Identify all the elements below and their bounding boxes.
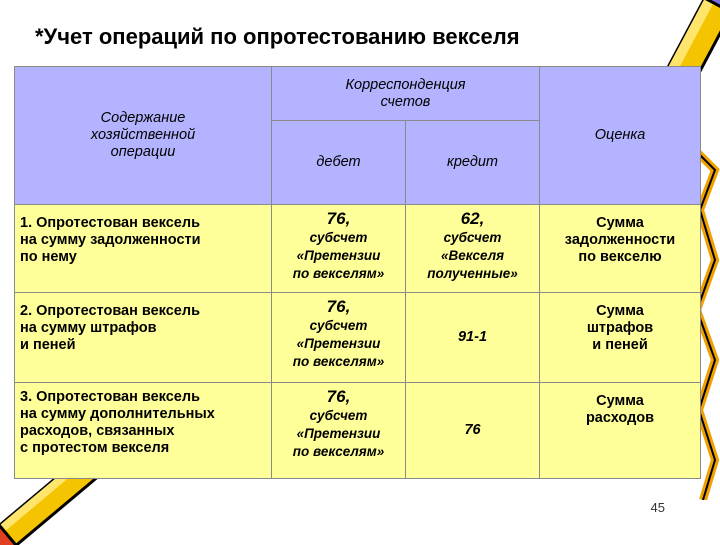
table-row	[15, 383, 701, 479]
header-correspondence: Корреспонденция счетов	[272, 67, 540, 121]
table-row	[15, 205, 701, 293]
header-estimate: Оценка	[540, 67, 701, 205]
header-description: Содержание хозяйственной операции	[15, 67, 272, 205]
credit-cell: 76	[406, 383, 540, 479]
header-debit: дебет	[272, 121, 406, 205]
debit-cell: 76, субсчет «Претензии по векселям»	[272, 383, 406, 479]
header-credit: кредит	[406, 121, 540, 205]
debit-cell: 76, субсчет «Претензии по векселям»	[272, 293, 406, 383]
credit-cell: 62, субсчет «Векселя полученные»	[406, 205, 540, 293]
operation-description: 3. Опротестован вексель на сумму дополнительных расходов, связанных с протестом векселя	[15, 383, 272, 479]
credit-cell: 91-1	[406, 293, 540, 383]
page-number: 45	[650, 500, 665, 515]
slide-title: *Учет операций по опротестованию векселя	[35, 24, 520, 49]
operation-description: 1. Опротестован вексель на сумму задолженности по нему	[15, 205, 272, 293]
debit-cell: 76, субсчет «Претензии по векселям»	[272, 205, 406, 293]
operations-table	[14, 66, 701, 479]
estimate-cell: Сумма задолженности по векселю	[540, 205, 701, 293]
estimate-cell: Сумма штрафов и пеней	[540, 293, 701, 383]
operation-description: 2. Опротестован вексель на сумму штрафов и пеней	[15, 293, 272, 383]
estimate-cell: Сумма расходов	[540, 383, 701, 479]
table-row	[15, 293, 701, 383]
